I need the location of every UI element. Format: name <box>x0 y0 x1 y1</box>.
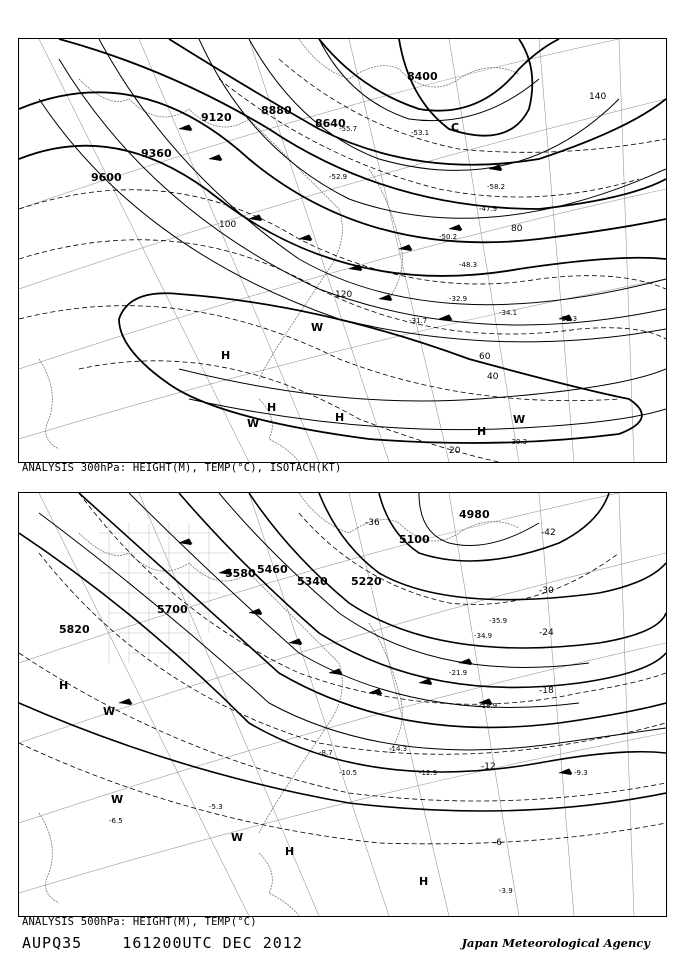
isotherm-label: -36 <box>365 518 380 528</box>
station-value: -10.5 <box>339 769 358 777</box>
warm-marker: W <box>513 413 526 426</box>
height-label: 5220 <box>351 575 382 588</box>
wind-barbs <box>179 125 572 321</box>
warm-marker: W <box>111 793 124 806</box>
warm-marker: W <box>103 705 116 718</box>
chart-time: 161200UTC DEC 2012 <box>122 934 303 952</box>
temperature-labels <box>329 125 577 446</box>
chart-identifier <box>22 934 303 952</box>
temp-label: -47.9 <box>479 205 498 213</box>
caption-500hpa: ANALYSIS 500hPa: HEIGHT(M), TEMP(°C) <box>22 916 257 928</box>
isotherm-label: -12 <box>481 762 496 772</box>
high-center: H <box>59 679 69 692</box>
height-label: 8640 <box>315 117 346 130</box>
height-label: 8400 <box>407 70 438 83</box>
height-contours <box>19 493 666 811</box>
chart-500hpa <box>18 492 667 917</box>
terrain-hatch <box>99 523 229 663</box>
wind-barbs <box>119 539 572 775</box>
station-value: -35.9 <box>489 617 508 625</box>
height-label: 5700 <box>157 603 188 616</box>
high-center: H <box>419 875 429 888</box>
high-center: H <box>267 401 277 414</box>
isotherm-label: -24 <box>539 628 554 638</box>
high-center: H <box>285 845 295 858</box>
temp-label: -30.3 <box>509 438 528 446</box>
cold-center: C <box>451 121 460 134</box>
isotach-label: 40 <box>487 372 499 382</box>
chart-code: AUPQ35 <box>22 934 83 952</box>
temp-label: -50.2 <box>439 233 458 241</box>
height-label: 9360 <box>141 147 172 160</box>
height-label: 8880 <box>261 104 292 117</box>
isotach-label: 20 <box>449 446 461 456</box>
chart-500hpa-map <box>19 493 666 916</box>
station-value: -9.3 <box>574 769 588 777</box>
height-label: 5820 <box>59 623 90 636</box>
high-center: H <box>477 425 487 438</box>
temp-label: -32.9 <box>449 295 468 303</box>
high-center: H <box>335 411 345 424</box>
temp-label: -55.7 <box>339 125 358 133</box>
station-value: -18.9 <box>479 702 498 710</box>
warm-marker: W <box>247 417 260 430</box>
isotach-label: 100 <box>219 220 237 230</box>
chart-300hpa <box>18 38 667 463</box>
temp-label: -52.9 <box>329 173 348 181</box>
isotach-label: 140 <box>589 92 607 102</box>
station-value: -3.9 <box>499 887 513 895</box>
height-label: 5100 <box>399 533 430 546</box>
chart-300hpa-map <box>19 39 666 462</box>
isotach-label: 80 <box>511 224 523 234</box>
height-label: 9120 <box>201 111 232 124</box>
height-label: 5340 <box>297 575 328 588</box>
agency-name: Japan Meteorological Agency <box>461 936 650 950</box>
isotherm-labels <box>365 518 556 848</box>
graticule <box>19 39 666 462</box>
temp-label: -34.1 <box>499 309 518 317</box>
station-value: -12.9 <box>419 769 438 777</box>
temp-label: -58.2 <box>487 183 506 191</box>
isotach-label: 60 <box>479 352 491 362</box>
station-value: -6.5 <box>109 817 123 825</box>
isotach-label: 120 <box>335 290 353 300</box>
station-value: -14.3 <box>389 745 408 753</box>
height-contours <box>19 39 666 443</box>
isotherm-label: -42 <box>541 528 556 538</box>
temp-label: -32.3 <box>559 315 578 323</box>
temp-label: -31.7 <box>409 317 428 325</box>
warm-marker: W <box>231 831 244 844</box>
station-value: -21.9 <box>449 669 468 677</box>
height-label: 5460 <box>257 563 288 576</box>
isotherm-label: -30 <box>539 586 554 596</box>
height-label: 9600 <box>91 171 122 184</box>
isotherm-label: -6 <box>493 838 502 848</box>
caption-300hpa: ANALYSIS 300hPa: HEIGHT(M), TEMP(°C), ISOTACH(KT) <box>22 462 342 474</box>
station-value: -34.9 <box>474 632 493 640</box>
height-contours-thin <box>39 493 666 750</box>
temp-label: -53.1 <box>411 129 430 137</box>
isotherm-label: -18 <box>539 686 554 696</box>
warm-marker: W <box>311 321 324 334</box>
coastlines <box>39 39 519 462</box>
temp-label: -48.3 <box>459 261 478 269</box>
height-label: 5580 <box>225 567 256 580</box>
pressure-centers <box>59 679 428 888</box>
station-value: -8.7 <box>319 749 333 757</box>
station-value: -5.3 <box>209 803 223 811</box>
high-center: H <box>221 349 231 362</box>
height-label: 4980 <box>459 508 490 521</box>
